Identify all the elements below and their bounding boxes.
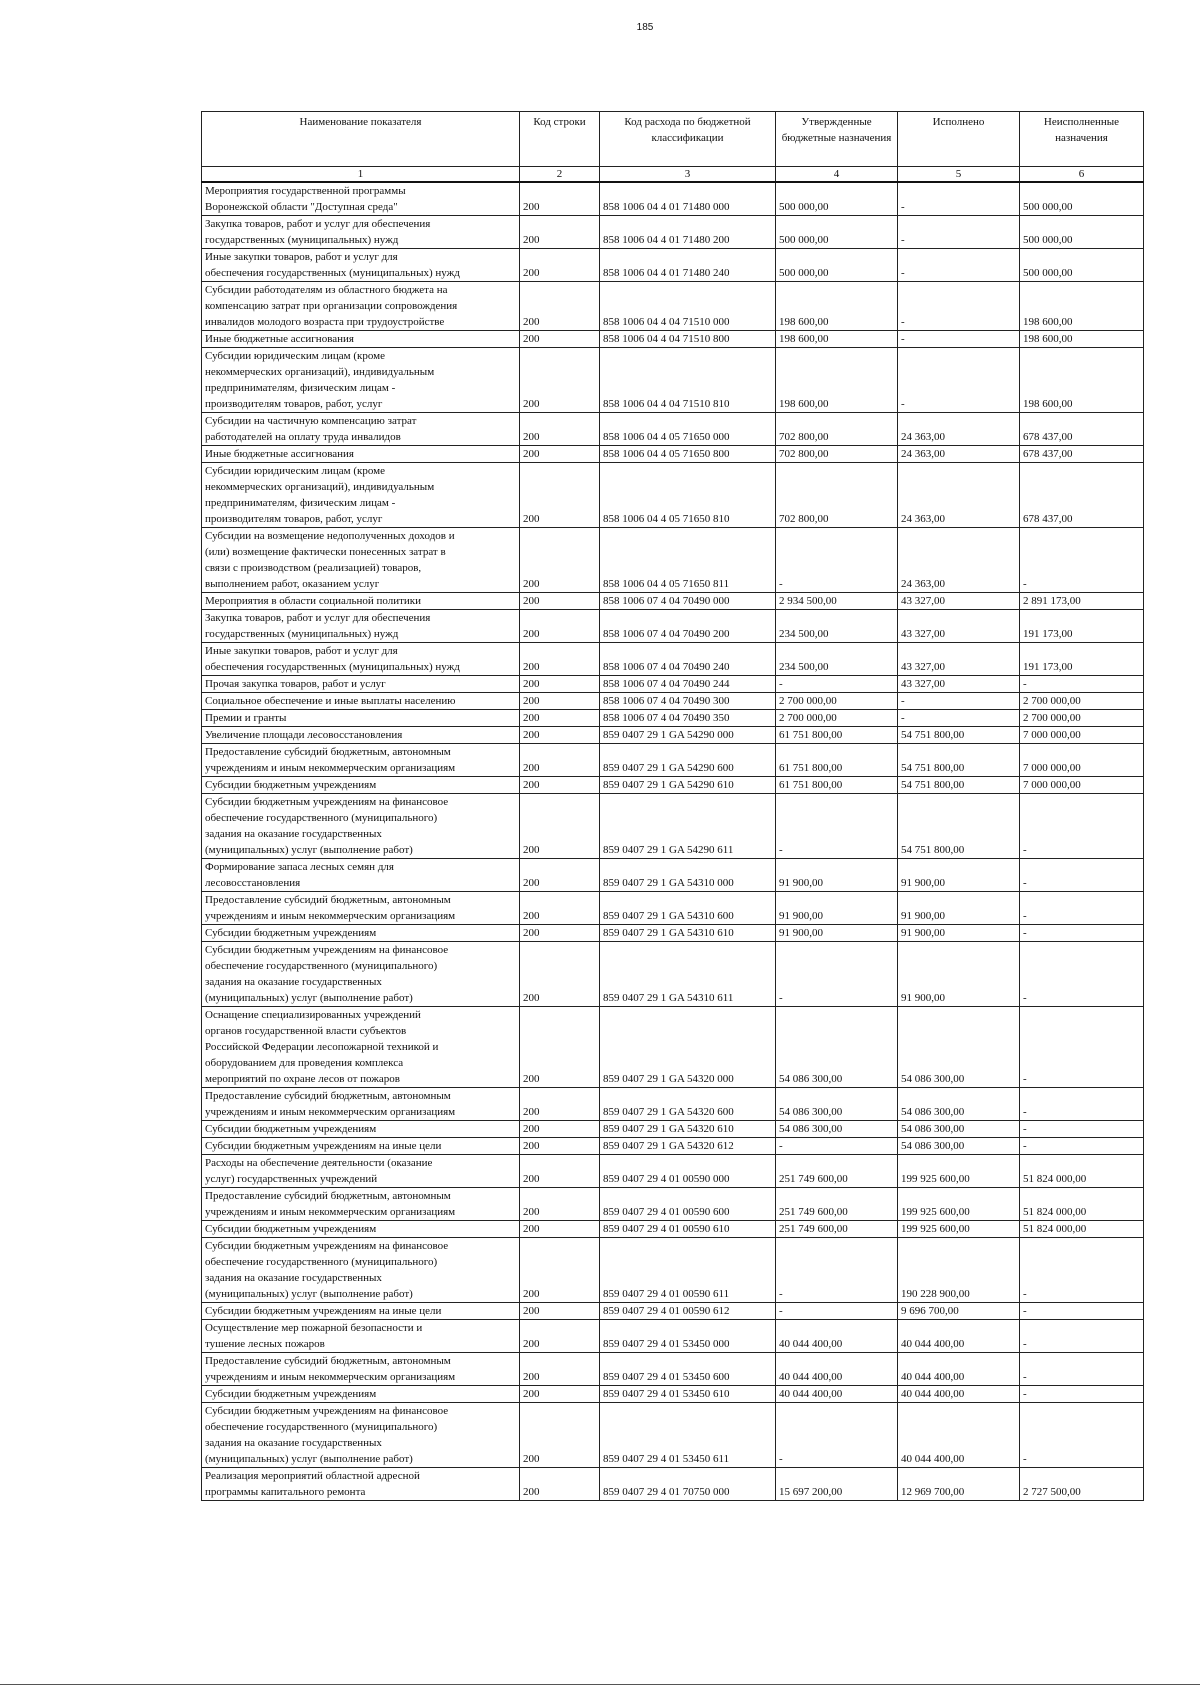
expense-code-cell: 859 0407 29 4 01 00590 610 [600, 1221, 776, 1238]
indicator-name-cell: Предоставление субсидий бюджетным, автономным учреждениям и иным некоммерческим организациям [202, 744, 520, 777]
line-code-cell: 200 [520, 216, 600, 249]
line-code-cell: 200 [520, 942, 600, 1007]
line-code-cell: 200 [520, 892, 600, 925]
approved-amount-cell: 702 800,00 [776, 413, 898, 446]
unexecuted-amount-cell: - [1020, 676, 1144, 693]
expense-code-cell: 858 1006 04 4 01 71480 000 [600, 182, 776, 216]
executed-amount-cell: 24 363,00 [898, 463, 1020, 528]
header-executed: Исполнено [898, 112, 1020, 167]
executed-amount-cell: 54 751 800,00 [898, 777, 1020, 794]
executed-amount-cell: - [898, 693, 1020, 710]
expense-code-cell: 859 0407 29 1 GA 54310 600 [600, 892, 776, 925]
line-code-cell: 200 [520, 528, 600, 593]
executed-amount-cell: 9 696 700,00 [898, 1303, 1020, 1320]
unexecuted-amount-cell: 7 000 000,00 [1020, 777, 1144, 794]
executed-amount-cell: 24 363,00 [898, 413, 1020, 446]
executed-amount-cell: - [898, 282, 1020, 331]
table-row [202, 1386, 1144, 1403]
executed-amount-cell: 43 327,00 [898, 593, 1020, 610]
indicator-name-cell: Иные бюджетные ассигнования [202, 331, 520, 348]
indicator-name-cell: Субсидии бюджетным учреждениям на финансовое обеспечение государственного (муниципального) задания на оказание государственных (муниципальных) услуг (выполнение работ) [202, 794, 520, 859]
executed-amount-cell: 91 900,00 [898, 942, 1020, 1007]
indicator-name-cell: Субсидии на частичную компенсацию затрат работодателей на оплату труда инвалидов [202, 413, 520, 446]
table-row [202, 593, 1144, 610]
table-row [202, 710, 1144, 727]
line-code-cell: 200 [520, 1121, 600, 1138]
indicator-name-cell: Иные закупки товаров, работ и услуг для обеспечения государственных (муниципальных) нужд [202, 643, 520, 676]
indicator-name-cell: Субсидии на возмещение недополученных доходов и (или) возмещение фактически понесенных затрат в связи с производством (реализацией) товаров, выполнением работ, оказанием услуг [202, 528, 520, 593]
approved-amount-cell: - [776, 676, 898, 693]
table-row [202, 1007, 1144, 1088]
table-row [202, 1155, 1144, 1188]
indicator-name-cell: Субсидии бюджетным учреждениям на финансовое обеспечение государственного (муниципального) задания на оказание государственных (муниципальных) услуг (выполнение работ) [202, 1238, 520, 1303]
line-code-cell: 200 [520, 1155, 600, 1188]
expense-code-cell: 859 0407 29 1 GA 54320 610 [600, 1121, 776, 1138]
table-row [202, 463, 1144, 528]
executed-amount-cell: 54 086 300,00 [898, 1007, 1020, 1088]
expense-code-cell: 858 1006 04 4 05 71650 810 [600, 463, 776, 528]
indicator-name-cell: Субсидии бюджетным учреждениям на иные цели [202, 1303, 520, 1320]
line-code-cell: 200 [520, 744, 600, 777]
expense-code-cell: 859 0407 29 4 01 53450 600 [600, 1353, 776, 1386]
unexecuted-amount-cell: - [1020, 1121, 1144, 1138]
line-code-cell: 200 [520, 348, 600, 413]
unexecuted-amount-cell: 2 700 000,00 [1020, 710, 1144, 727]
line-code-cell: 200 [520, 282, 600, 331]
expense-code-cell: 858 1006 07 4 04 70490 300 [600, 693, 776, 710]
unexecuted-amount-cell: 191 173,00 [1020, 610, 1144, 643]
approved-amount-cell: 2 700 000,00 [776, 710, 898, 727]
approved-amount-cell: 61 751 800,00 [776, 777, 898, 794]
approved-amount-cell: 91 900,00 [776, 859, 898, 892]
approved-amount-cell: 61 751 800,00 [776, 727, 898, 744]
table-row [202, 1121, 1144, 1138]
executed-amount-cell: 24 363,00 [898, 528, 1020, 593]
expense-code-cell: 858 1006 04 4 01 71480 200 [600, 216, 776, 249]
line-code-cell: 200 [520, 1188, 600, 1221]
indicator-name-cell: Иные бюджетные ассигнования [202, 446, 520, 463]
executed-amount-cell: 40 044 400,00 [898, 1403, 1020, 1468]
executed-amount-cell: 190 228 900,00 [898, 1238, 1020, 1303]
unexecuted-amount-cell: - [1020, 859, 1144, 892]
unexecuted-amount-cell: - [1020, 528, 1144, 593]
unexecuted-amount-cell: 7 000 000,00 [1020, 744, 1144, 777]
approved-amount-cell: 251 749 600,00 [776, 1221, 898, 1238]
unexecuted-amount-cell: 198 600,00 [1020, 348, 1144, 413]
unexecuted-amount-cell: - [1020, 1238, 1144, 1303]
executed-amount-cell: - [898, 348, 1020, 413]
unexecuted-amount-cell: 51 824 000,00 [1020, 1188, 1144, 1221]
approved-amount-cell: 702 800,00 [776, 446, 898, 463]
executed-amount-cell: 43 327,00 [898, 643, 1020, 676]
header-unexecuted: Неисполненные назначения [1020, 112, 1144, 167]
indicator-name-cell: Субсидии бюджетным учреждениям на финансовое обеспечение государственного (муниципального) задания на оказание государственных (муниципальных) услуг (выполнение работ) [202, 1403, 520, 1468]
approved-amount-cell: - [776, 528, 898, 593]
executed-amount-cell: 43 327,00 [898, 610, 1020, 643]
line-code-cell: 200 [520, 593, 600, 610]
unexecuted-amount-cell: 2 891 173,00 [1020, 593, 1144, 610]
indicator-name-cell: Субсидии бюджетным учреждениям [202, 1221, 520, 1238]
executed-amount-cell: - [898, 216, 1020, 249]
executed-amount-cell: 91 900,00 [898, 859, 1020, 892]
approved-amount-cell: 702 800,00 [776, 463, 898, 528]
approved-amount-cell: 198 600,00 [776, 331, 898, 348]
expense-code-cell: 858 1006 07 4 04 70490 000 [600, 593, 776, 610]
expense-code-cell: 859 0407 29 4 01 70750 000 [600, 1468, 776, 1501]
table-row [202, 1221, 1144, 1238]
expense-code-cell: 859 0407 29 1 GA 54290 611 [600, 794, 776, 859]
table-row [202, 925, 1144, 942]
line-code-cell: 200 [520, 446, 600, 463]
indicator-name-cell: Закупка товаров, работ и услуг для обеспечения государственных (муниципальных) нужд [202, 610, 520, 643]
expense-code-cell: 858 1006 07 4 04 70490 240 [600, 643, 776, 676]
line-code-cell: 200 [520, 1353, 600, 1386]
header-row [202, 112, 1144, 167]
line-code-cell: 200 [520, 610, 600, 643]
unexecuted-amount-cell: - [1020, 892, 1144, 925]
table-row [202, 1403, 1144, 1468]
column-number-row [202, 167, 1144, 183]
expense-code-cell: 859 0407 29 1 GA 54290 610 [600, 777, 776, 794]
expense-code-cell: 859 0407 29 1 GA 54320 000 [600, 1007, 776, 1088]
approved-amount-cell: - [776, 1238, 898, 1303]
line-code-cell: 200 [520, 1138, 600, 1155]
table-body [202, 182, 1144, 1501]
expense-code-cell: 859 0407 29 1 GA 54320 612 [600, 1138, 776, 1155]
line-code-cell: 200 [520, 1088, 600, 1121]
table-row [202, 1088, 1144, 1121]
table-row [202, 942, 1144, 1007]
unexecuted-amount-cell: - [1020, 1320, 1144, 1353]
approved-amount-cell: 500 000,00 [776, 249, 898, 282]
approved-amount-cell: 40 044 400,00 [776, 1353, 898, 1386]
table-row [202, 1303, 1144, 1320]
line-code-cell: 200 [520, 1386, 600, 1403]
table-row [202, 249, 1144, 282]
approved-amount-cell: 2 934 500,00 [776, 593, 898, 610]
table-row [202, 727, 1144, 744]
expense-code-cell: 859 0407 29 4 01 00590 000 [600, 1155, 776, 1188]
line-code-cell: 200 [520, 710, 600, 727]
unexecuted-amount-cell: 198 600,00 [1020, 282, 1144, 331]
table-row [202, 1468, 1144, 1501]
unexecuted-amount-cell: - [1020, 942, 1144, 1007]
executed-amount-cell: 40 044 400,00 [898, 1353, 1020, 1386]
indicator-name-cell: Мероприятия в области социальной политики [202, 593, 520, 610]
table-row [202, 892, 1144, 925]
executed-amount-cell: 91 900,00 [898, 892, 1020, 925]
column-number: 1 [202, 167, 520, 183]
unexecuted-amount-cell: 500 000,00 [1020, 182, 1144, 216]
column-number: 3 [600, 167, 776, 183]
expense-code-cell: 859 0407 29 1 GA 54310 000 [600, 859, 776, 892]
expense-code-cell: 859 0407 29 1 GA 54310 610 [600, 925, 776, 942]
indicator-name-cell: Субсидии бюджетным учреждениям [202, 925, 520, 942]
executed-amount-cell: 54 751 800,00 [898, 727, 1020, 744]
indicator-name-cell: Субсидии юридическим лицам (кроме некоммерческих организаций), индивидуальным предпринимателям, физическим лицам - производителям товаров, работ, услуг [202, 348, 520, 413]
line-code-cell: 200 [520, 676, 600, 693]
line-code-cell: 200 [520, 727, 600, 744]
expense-code-cell: 859 0407 29 1 GA 54290 000 [600, 727, 776, 744]
unexecuted-amount-cell: 51 824 000,00 [1020, 1155, 1144, 1188]
executed-amount-cell: - [898, 249, 1020, 282]
expense-code-cell: 858 1006 04 4 04 71510 810 [600, 348, 776, 413]
line-code-cell: 200 [520, 693, 600, 710]
approved-amount-cell: 15 697 200,00 [776, 1468, 898, 1501]
indicator-name-cell: Субсидии бюджетным учреждениям [202, 1121, 520, 1138]
indicator-name-cell: Реализация мероприятий областной адресной программы капитального ремонта [202, 1468, 520, 1501]
line-code-cell: 200 [520, 1320, 600, 1353]
table-row [202, 1353, 1144, 1386]
expense-code-cell: 858 1006 04 4 04 71510 000 [600, 282, 776, 331]
executed-amount-cell: - [898, 182, 1020, 216]
approved-amount-cell: - [776, 1138, 898, 1155]
indicator-name-cell: Закупка товаров, работ и услуг для обеспечения государственных (муниципальных) нужд [202, 216, 520, 249]
line-code-cell: 200 [520, 1238, 600, 1303]
line-code-cell: 200 [520, 1007, 600, 1088]
approved-amount-cell: 251 749 600,00 [776, 1155, 898, 1188]
table-row [202, 216, 1144, 249]
table-row [202, 693, 1144, 710]
table-row [202, 610, 1144, 643]
indicator-name-cell: Мероприятия государственной программы Воронежской области "Доступная среда" [202, 182, 520, 216]
expense-code-cell: 858 1006 07 4 04 70490 200 [600, 610, 776, 643]
expense-code-cell: 858 1006 04 4 01 71480 240 [600, 249, 776, 282]
approved-amount-cell: - [776, 1403, 898, 1468]
page-number: 185 [636, 22, 654, 33]
approved-amount-cell: 251 749 600,00 [776, 1188, 898, 1221]
unexecuted-amount-cell: - [1020, 1088, 1144, 1121]
line-code-cell: 200 [520, 1468, 600, 1501]
table-row [202, 1138, 1144, 1155]
approved-amount-cell: 2 700 000,00 [776, 693, 898, 710]
indicator-name-cell: Субсидии бюджетным учреждениям на иные цели [202, 1138, 520, 1155]
table-row [202, 859, 1144, 892]
unexecuted-amount-cell: 500 000,00 [1020, 216, 1144, 249]
unexecuted-amount-cell: - [1020, 925, 1144, 942]
line-code-cell: 200 [520, 794, 600, 859]
expense-code-cell: 858 1006 04 4 05 71650 000 [600, 413, 776, 446]
approved-amount-cell: - [776, 794, 898, 859]
indicator-name-cell: Субсидии бюджетным учреждениям [202, 1386, 520, 1403]
approved-amount-cell: 54 086 300,00 [776, 1088, 898, 1121]
line-code-cell: 200 [520, 331, 600, 348]
indicator-name-cell: Расходы на обеспечение деятельности (оказание услуг) государственных учреждений [202, 1155, 520, 1188]
line-code-cell: 200 [520, 859, 600, 892]
line-code-cell: 200 [520, 182, 600, 216]
approved-amount-cell: 61 751 800,00 [776, 744, 898, 777]
header-expense-code: Код расхода по бюджетной классификации [600, 112, 776, 167]
expense-code-cell: 859 0407 29 4 01 53450 000 [600, 1320, 776, 1353]
approved-amount-cell: 91 900,00 [776, 892, 898, 925]
table-row [202, 528, 1144, 593]
indicator-name-cell: Прочая закупка товаров, работ и услуг [202, 676, 520, 693]
approved-amount-cell: 54 086 300,00 [776, 1121, 898, 1138]
indicator-name-cell: Осуществление мер пожарной безопасности и тушение лесных пожаров [202, 1320, 520, 1353]
table-row [202, 777, 1144, 794]
budget-execution-table [201, 111, 1144, 1501]
executed-amount-cell: 54 086 300,00 [898, 1088, 1020, 1121]
table-row [202, 282, 1144, 331]
executed-amount-cell: 43 327,00 [898, 676, 1020, 693]
indicator-name-cell: Социальное обеспечение и иные выплаты населению [202, 693, 520, 710]
table-row [202, 348, 1144, 413]
indicator-name-cell: Субсидии бюджетным учреждениям [202, 777, 520, 794]
approved-amount-cell: 198 600,00 [776, 282, 898, 331]
unexecuted-amount-cell: - [1020, 1007, 1144, 1088]
approved-amount-cell: 500 000,00 [776, 182, 898, 216]
indicator-name-cell: Предоставление субсидий бюджетным, автономным учреждениям и иным некоммерческим организациям [202, 1353, 520, 1386]
indicator-name-cell: Иные закупки товаров, работ и услуг для обеспечения государственных (муниципальных) нужд [202, 249, 520, 282]
line-code-cell: 200 [520, 777, 600, 794]
line-code-cell: 200 [520, 643, 600, 676]
line-code-cell: 200 [520, 413, 600, 446]
page-bottom-rule [0, 1684, 1200, 1685]
unexecuted-amount-cell: 191 173,00 [1020, 643, 1144, 676]
line-code-cell: 200 [520, 1403, 600, 1468]
approved-amount-cell: 40 044 400,00 [776, 1386, 898, 1403]
table-row [202, 331, 1144, 348]
unexecuted-amount-cell: - [1020, 1386, 1144, 1403]
line-code-cell: 200 [520, 249, 600, 282]
expense-code-cell: 858 1006 04 4 04 71510 800 [600, 331, 776, 348]
unexecuted-amount-cell: - [1020, 1353, 1144, 1386]
executed-amount-cell: - [898, 331, 1020, 348]
approved-amount-cell: 91 900,00 [776, 925, 898, 942]
table-row [202, 413, 1144, 446]
indicator-name-cell: Формирование запаса лесных семян для лесовосстановления [202, 859, 520, 892]
executed-amount-cell: 40 044 400,00 [898, 1386, 1020, 1403]
expense-code-cell: 859 0407 29 1 GA 54320 600 [600, 1088, 776, 1121]
indicator-name-cell: Премии и гранты [202, 710, 520, 727]
approved-amount-cell: 54 086 300,00 [776, 1007, 898, 1088]
unexecuted-amount-cell: 678 437,00 [1020, 463, 1144, 528]
unexecuted-amount-cell: - [1020, 1138, 1144, 1155]
indicator-name-cell: Субсидии юридическим лицам (кроме некоммерческих организаций), индивидуальным предпринимателям, физическим лицам - производителям товаров, работ, услуг [202, 463, 520, 528]
unexecuted-amount-cell: 51 824 000,00 [1020, 1221, 1144, 1238]
indicator-name-cell: Оснащение специализированных учреждений органов государственной власти субъектов Российской Федерации лесопожарной техникой и оборудованием для проведения комплекса мероприятий по охране лесов от пожаров [202, 1007, 520, 1088]
approved-amount-cell: 234 500,00 [776, 643, 898, 676]
executed-amount-cell: - [898, 710, 1020, 727]
line-code-cell: 200 [520, 1221, 600, 1238]
unexecuted-amount-cell: 198 600,00 [1020, 331, 1144, 348]
expense-code-cell: 859 0407 29 4 01 53450 611 [600, 1403, 776, 1468]
table-row [202, 1238, 1144, 1303]
table-row [202, 676, 1144, 693]
unexecuted-amount-cell: - [1020, 794, 1144, 859]
executed-amount-cell: 199 925 600,00 [898, 1155, 1020, 1188]
table-row [202, 446, 1144, 463]
column-number: 2 [520, 167, 600, 183]
expense-code-cell: 859 0407 29 4 01 00590 611 [600, 1238, 776, 1303]
executed-amount-cell: 24 363,00 [898, 446, 1020, 463]
approved-amount-cell: 40 044 400,00 [776, 1320, 898, 1353]
unexecuted-amount-cell: 2 727 500,00 [1020, 1468, 1144, 1501]
table-row [202, 1188, 1144, 1221]
expense-code-cell: 858 1006 04 4 05 71650 800 [600, 446, 776, 463]
column-number: 5 [898, 167, 1020, 183]
table-row [202, 794, 1144, 859]
table-row [202, 643, 1144, 676]
approved-amount-cell: - [776, 1303, 898, 1320]
expense-code-cell: 859 0407 29 1 GA 54310 611 [600, 942, 776, 1007]
executed-amount-cell: 199 925 600,00 [898, 1221, 1020, 1238]
unexecuted-amount-cell: 678 437,00 [1020, 413, 1144, 446]
header-line-code: Код строки [520, 112, 600, 167]
indicator-name-cell: Субсидии бюджетным учреждениям на финансовое обеспечение государственного (муниципального) задания на оказание государственных (муниципальных) услуг (выполнение работ) [202, 942, 520, 1007]
unexecuted-amount-cell: 500 000,00 [1020, 249, 1144, 282]
executed-amount-cell: 40 044 400,00 [898, 1320, 1020, 1353]
table-row [202, 1320, 1144, 1353]
table-row [202, 182, 1144, 216]
executed-amount-cell: 91 900,00 [898, 925, 1020, 942]
executed-amount-cell: 54 751 800,00 [898, 794, 1020, 859]
expense-code-cell: 858 1006 07 4 04 70490 244 [600, 676, 776, 693]
header-indicator-name: Наименование показателя [202, 112, 520, 167]
unexecuted-amount-cell: - [1020, 1403, 1144, 1468]
indicator-name-cell: Увеличение площади лесовосстановления [202, 727, 520, 744]
executed-amount-cell: 54 751 800,00 [898, 744, 1020, 777]
expense-code-cell: 858 1006 07 4 04 70490 350 [600, 710, 776, 727]
executed-amount-cell: 54 086 300,00 [898, 1138, 1020, 1155]
header-approved: Утвержденные бюджетные назначения [776, 112, 898, 167]
approved-amount-cell: 234 500,00 [776, 610, 898, 643]
column-number: 6 [1020, 167, 1144, 183]
line-code-cell: 200 [520, 925, 600, 942]
executed-amount-cell: 199 925 600,00 [898, 1188, 1020, 1221]
line-code-cell: 200 [520, 463, 600, 528]
indicator-name-cell: Предоставление субсидий бюджетным, автономным учреждениям и иным некоммерческим организациям [202, 1188, 520, 1221]
indicator-name-cell: Предоставление субсидий бюджетным, автономным учреждениям и иным некоммерческим организациям [202, 892, 520, 925]
expense-code-cell: 859 0407 29 4 01 00590 612 [600, 1303, 776, 1320]
expense-code-cell: 859 0407 29 4 01 00590 600 [600, 1188, 776, 1221]
unexecuted-amount-cell: 678 437,00 [1020, 446, 1144, 463]
unexecuted-amount-cell: 7 000 000,00 [1020, 727, 1144, 744]
indicator-name-cell: Субсидии работодателям из областного бюджета на компенсацию затрат при организации сопровождения инвалидов молодого возраста при трудоустройстве [202, 282, 520, 331]
table-row [202, 744, 1144, 777]
line-code-cell: 200 [520, 1303, 600, 1320]
indicator-name-cell: Предоставление субсидий бюджетным, автономным учреждениям и иным некоммерческим организациям [202, 1088, 520, 1121]
column-number: 4 [776, 167, 898, 183]
expense-code-cell: 858 1006 04 4 05 71650 811 [600, 528, 776, 593]
executed-amount-cell: 54 086 300,00 [898, 1121, 1020, 1138]
expense-code-cell: 859 0407 29 1 GA 54290 600 [600, 744, 776, 777]
approved-amount-cell: 500 000,00 [776, 216, 898, 249]
expense-code-cell: 859 0407 29 4 01 53450 610 [600, 1386, 776, 1403]
unexecuted-amount-cell: - [1020, 1303, 1144, 1320]
executed-amount-cell: 12 969 700,00 [898, 1468, 1020, 1501]
approved-amount-cell: - [776, 942, 898, 1007]
approved-amount-cell: 198 600,00 [776, 348, 898, 413]
unexecuted-amount-cell: 2 700 000,00 [1020, 693, 1144, 710]
